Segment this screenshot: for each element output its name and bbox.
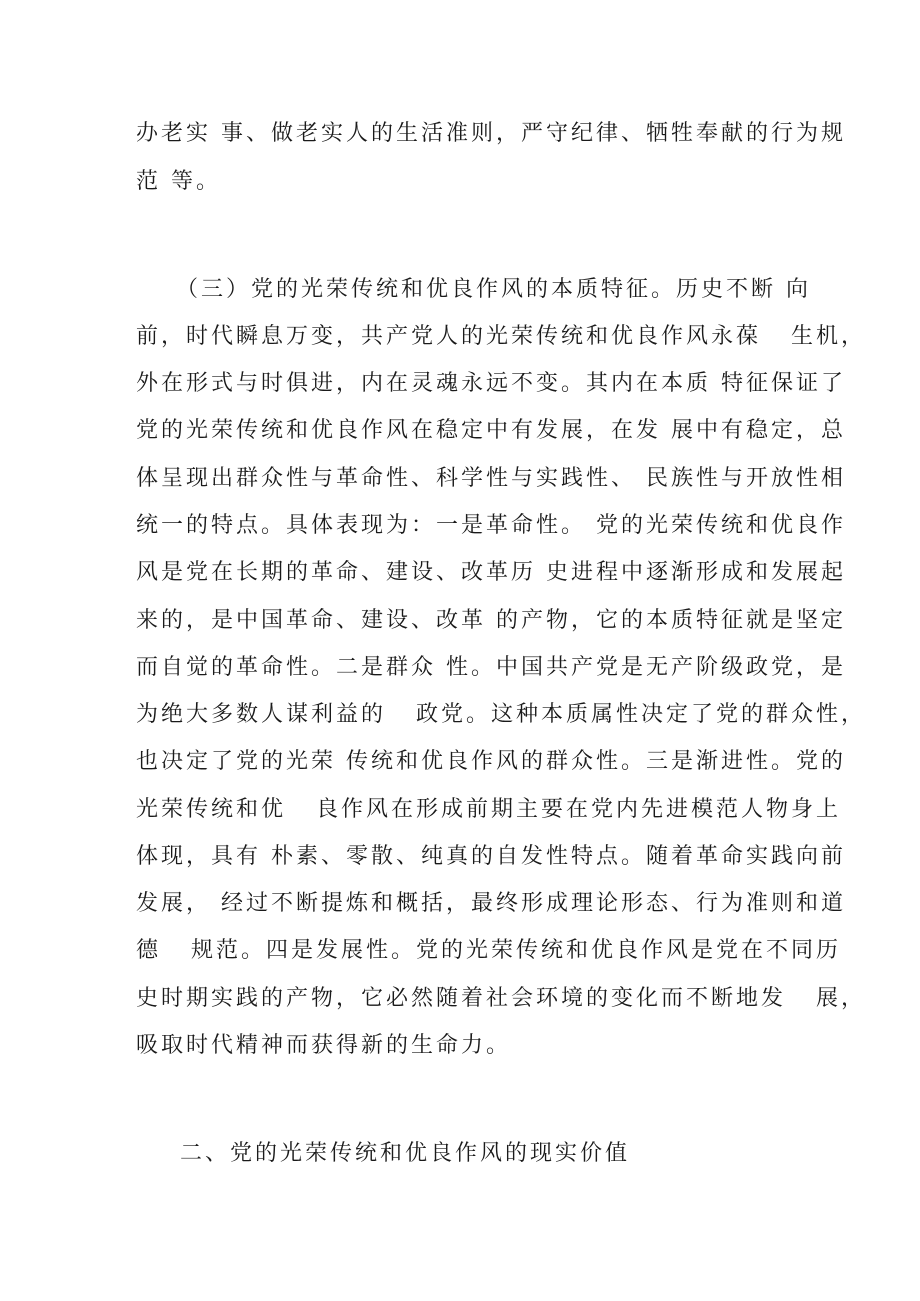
paragraph-line: 风是党在长期的革命、建设、改革历 史进程中逐渐形成和发展起 bbox=[136, 560, 846, 585]
paragraph-line: 来的，是中国革命、建设、改革 的产物，它的本质特征就是坚定 bbox=[136, 608, 846, 633]
paragraph-line: 办老实 事、做老实人的生活准则，严守纪律、牺牲奉献的行为规 bbox=[136, 121, 846, 146]
paragraph-line: 德 规范。四是发展性。党的光荣传统和优良作风是党在不同历 bbox=[136, 938, 841, 963]
paragraph-line: 体现，具有 朴素、零散、纯真的自发性特点。随着革命实践向前 bbox=[136, 844, 846, 869]
paragraph-line: 党的光荣传统和优良作风在稳定中有发展，在发 展中有稳定，总 bbox=[136, 418, 846, 443]
paragraph-line: 史时期实践的产物，它必然随着社会环境的变化而不断地发 展， bbox=[136, 986, 866, 1011]
section-heading: 二、党的光荣传统和优良作风的现实价值 bbox=[160, 1141, 630, 1166]
paragraph-line: 吸取时代精神而获得新的生命力。 bbox=[136, 1033, 512, 1058]
paragraph-line: 也决定了党的光荣 传统和优良作风的群众性。三是渐进性。党的 bbox=[136, 749, 846, 774]
paragraph-line: 而自觉的革命性。二是群众 性。中国共产党是无产阶级政党，是 bbox=[136, 655, 846, 680]
paragraph-line: 统一的特点。具体表现为：一是革命性。 党的光荣传统和优良作 bbox=[136, 513, 846, 538]
paragraph-line: 发展， 经过不断提炼和概括，最终形成理论形态、行为准则和道 bbox=[136, 891, 846, 916]
paragraph-line: 体呈现出群众性与革命性、科学性与实践性、 民族性与开放性相 bbox=[136, 466, 846, 491]
paragraph-line: 前，时代瞬息万变，共产党人的光荣传统和优良作风永葆 生机， bbox=[136, 324, 866, 349]
paragraph-line: （三）党的光荣传统和优良作风的本质特征。历史不断 向 bbox=[136, 277, 811, 302]
paragraph-line: 光荣传统和优 良作风在形成前期主要在党内先进模范人物身上 bbox=[136, 797, 841, 822]
paragraph-line: 为绝大多数人谋利益的 政党。这种本质属性决定了党的群众性， bbox=[136, 702, 866, 727]
paragraph-line: 范 等。 bbox=[136, 169, 221, 194]
paragraph-line: 外在形式与时俱进，内在灵魂永远不变。其内在本质 特征保证了 bbox=[136, 371, 846, 396]
